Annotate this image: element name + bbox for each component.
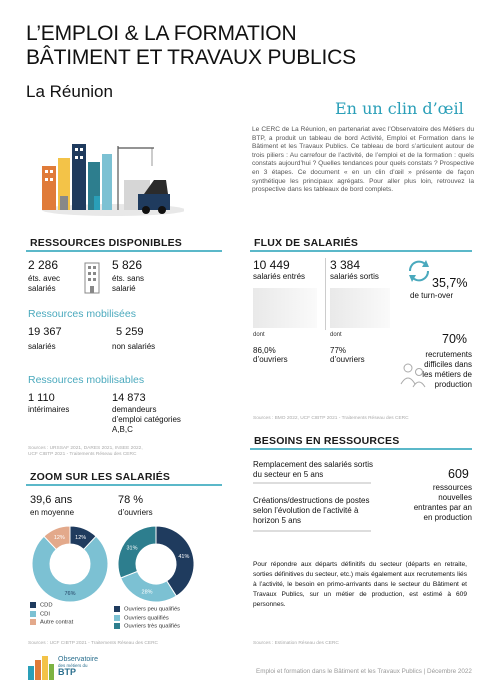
dont1-label: dont xyxy=(253,332,265,338)
besoin-total-value: 609 xyxy=(448,467,469,481)
besoins-paragraph: Pour répondre aux départs définitifs du secteur (départs en retraite, sorties définitives du secteur, etc.) mais également aux recrutements liés à l’activité, le besoin en primo-arrivants dans le secteur du Bâtiment et Travaux Publics, sur un métier de production, est estimé à 609 personnes. xyxy=(253,561,467,608)
donut2-label-0: 41% xyxy=(178,553,190,560)
contract-donut-chart xyxy=(28,522,112,606)
recrutement-value: 70% xyxy=(442,332,468,346)
besoins-source: Sources : Estimation Réseau des CERC xyxy=(253,641,339,646)
ressources-mobilisables-heading: Ressources mobilisables xyxy=(28,374,145,386)
legend1-item-2 xyxy=(30,619,73,626)
ets-sans-value: 5 826 xyxy=(112,258,143,272)
dont2-pct: 77% xyxy=(330,346,347,355)
building-icon xyxy=(84,262,100,294)
salaries-value: 19 367 xyxy=(28,326,62,338)
section-flux-heading: FLUX DE SALARIÉS xyxy=(250,236,472,252)
besoin-line2: Créations/destructions de postes selon l’évolution de l’activité à horizon 5 ans xyxy=(253,496,370,525)
sortis-bar xyxy=(330,288,390,328)
legend-label: CDD xyxy=(40,602,53,609)
flux-divider xyxy=(325,258,326,330)
besoin-bar2 xyxy=(253,530,371,532)
interimaires-value: 1 110 xyxy=(28,392,55,404)
legend-label: Ouvriers très qualifiés xyxy=(124,623,181,630)
tagline: En un clin d’œil xyxy=(335,99,464,118)
ets-avec-label: éts. avec salariés xyxy=(28,274,61,293)
section-zoom-heading: ZOOM SUR LES SALARIÉS xyxy=(26,470,222,486)
donut2-label-1: 28% xyxy=(141,589,153,596)
subtitle: La Réunion xyxy=(26,82,113,101)
section-besoins-heading: BESOINS EN RESSOURCES xyxy=(250,434,472,450)
recrutement-label: recrutements difficiles dans les métiers de production xyxy=(422,350,472,389)
turnover-value: 35,7% xyxy=(432,276,468,290)
legend1-item-0 xyxy=(30,602,73,609)
title-line2: BÂTIMENT ET TRAVAUX PUBLICS xyxy=(26,46,356,69)
besoin-bar1 xyxy=(253,482,371,484)
besoin-line1: Remplacement des salariés sortis du secteur en 5 ans xyxy=(253,460,374,479)
donut1-label-0: 12% xyxy=(75,535,87,542)
age-value: 39,6 ans xyxy=(30,494,73,506)
entres-value: 10 449 xyxy=(253,258,290,272)
sortis-value: 3 384 xyxy=(330,258,361,272)
non-salaries-label: non salariés xyxy=(112,342,156,351)
logo-text xyxy=(58,656,98,677)
legend2-item-1 xyxy=(114,615,180,622)
legend2-item-2 xyxy=(114,623,180,630)
donut2-label-2: 31% xyxy=(126,545,138,552)
interimaires-label: intérimaires xyxy=(28,405,70,414)
salaries-label: salariés xyxy=(28,342,56,351)
refresh-icon xyxy=(404,256,434,286)
flux-source: Sources : BMO 2022, UCF CIBTP 2021 - Traitements Réseau des CERC xyxy=(253,416,409,421)
turnover-label: de turn-over xyxy=(410,291,454,300)
city-illustration xyxy=(34,136,184,218)
legend1-item-1 xyxy=(30,611,73,618)
ets-avec-value: 2 286 xyxy=(28,258,59,272)
ressources-mobilisees-heading: Ressources mobilisées xyxy=(28,308,136,320)
legend-swatch xyxy=(30,611,36,617)
demandeurs-value: 14 873 xyxy=(112,392,146,404)
ets-sans-label: éts. sans salarié xyxy=(112,274,145,293)
logo-line2: des métiers du xyxy=(58,663,88,668)
legend-swatch xyxy=(30,619,36,625)
title-line1: L’EMPLOI & LA FORMATION xyxy=(26,22,297,45)
besoin-total-label: ressources nouvelles entrantes par an en production xyxy=(413,483,472,522)
age-label: en moyenne xyxy=(30,508,75,517)
intro-text: Le CERC de La Réunion, en partenariat avec l’Observatoire des Métiers du BTP, a produit un tableau de bord Activité, Emploi et Formation dans le Bâtiment et les Travaux Publics. Ce tableau de bord s’articulent autour de trois piliers : Au carrefour de l’activité, de l’emploi et de la formation : quels constats aujourd’hui ? Quelles tendances pour quels constats ? Prospective en 3 étapes. Ce document « en un clin d’œil » présente de façon synthétique les principaux agrégats. Pour aller plus loin, retrouvez la prospective dans les tableaux de bord complets. xyxy=(252,126,474,194)
people-icon xyxy=(398,360,428,390)
legend2-item-0 xyxy=(114,606,180,613)
logo-line1: Observatoire xyxy=(58,656,99,663)
donut1-label-2: 12% xyxy=(53,535,65,542)
donut2-slice-1 xyxy=(121,571,177,602)
legend-swatch xyxy=(114,615,120,621)
legend-swatch xyxy=(114,606,120,612)
legend-label: Autre contrat xyxy=(40,619,74,626)
footer-text: Emploi et formation dans le Bâtiment et les Travaux Publics | Décembre 2022 xyxy=(256,668,472,675)
sortis-label: salariés sortis xyxy=(330,272,379,281)
legend-label: Ouvriers peu qualifiés xyxy=(124,606,181,613)
entres-label: salariés entrés xyxy=(253,272,306,281)
logo-line3: BTP xyxy=(58,667,76,677)
dont1-pct: 86,0% xyxy=(253,346,276,355)
zoom-source: Sources : UCF CIBTP 2021 - Traitements Réseau des CERC xyxy=(28,641,159,646)
legend-swatch xyxy=(114,623,120,629)
qualification-legend xyxy=(114,606,180,632)
legend-label: Ouvriers qualifiés xyxy=(124,615,169,622)
section-ressources-heading: RESSOURCES DISPONIBLES xyxy=(26,236,222,252)
ouvriers-label: d’ouvriers xyxy=(118,508,153,517)
contract-legend xyxy=(30,602,73,628)
legend-swatch xyxy=(30,602,36,608)
dont1-text: d’ouvriers xyxy=(253,355,288,364)
ouvriers-value: 78 % xyxy=(118,494,144,506)
dont2-label: dont xyxy=(330,332,342,338)
observatoire-logo-icon xyxy=(28,656,54,680)
ressources-source: Sources : URSSAF 2021, DARES 2021, INSEE 2022, UCF CIBTP 2021 - Traitements Réseau des CERC xyxy=(28,446,143,457)
non-salaries-value: 5 259 xyxy=(116,326,144,338)
entres-bar xyxy=(253,288,317,328)
dont2-text: d’ouvriers xyxy=(330,355,365,364)
donut1-label-1: 76% xyxy=(64,591,76,597)
demandeurs-label: demandeurs d’emploi catégories A,B,C xyxy=(112,405,181,434)
qualification-donut-chart xyxy=(114,522,198,606)
legend-label: CDI xyxy=(40,611,50,618)
donut2-slice-2 xyxy=(118,526,156,578)
